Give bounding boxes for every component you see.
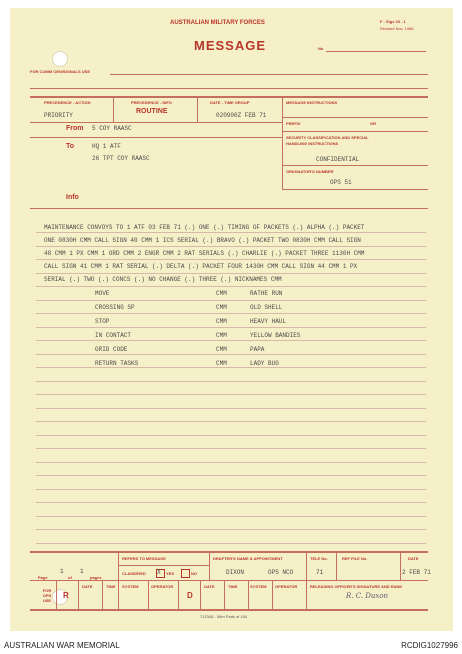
divider: [102, 580, 103, 609]
body-line: SERIAL (.) TWO (.) CONCS (.) NO CHANGE (.) THREE (.) NICKNAMES CMM: [44, 276, 282, 283]
nickname-term: RETURN TASKS: [95, 360, 139, 367]
form-code: F - Sigs 33 - 1: [380, 19, 406, 24]
dtg-label: DATE - TIME GROUP: [210, 100, 250, 105]
divider: [30, 580, 428, 581]
for-ops-use-label: FOR OPS USE: [42, 588, 52, 603]
security-value: CONFIDENTIAL: [316, 156, 360, 163]
ref-file-label: REF FILE No.: [342, 556, 368, 561]
divider: [306, 580, 307, 609]
nickname-sep: CMM: [216, 360, 227, 367]
ruled-line: [36, 529, 426, 530]
divider: [30, 96, 428, 98]
nickname-sep: CMM: [216, 318, 227, 325]
col-date-2: DATE: [204, 584, 215, 589]
divider: [78, 580, 79, 609]
ruled-line: [36, 246, 426, 247]
gr-label: GR: [370, 121, 376, 126]
drafter-label: DRAFTER'S NAME & APPOINTMENT: [213, 556, 283, 561]
divider: [224, 580, 225, 609]
divider: [113, 96, 114, 122]
footer-id: RCDIG1027996: [401, 641, 458, 650]
nickname-term: CROSSING SP: [95, 304, 135, 311]
ruled-line: [36, 313, 426, 314]
to-label: To: [66, 143, 75, 150]
divider: [30, 122, 282, 123]
info-label: Info: [66, 194, 79, 201]
page-label: Page: [38, 575, 48, 580]
page-value: 1: [60, 568, 64, 575]
nickname-term: STOP: [95, 318, 110, 325]
nickname-name: PAPA: [250, 346, 265, 353]
precedence-info-value: ROUTINE: [136, 108, 168, 115]
releasing-label: RELEASING OFFICER'S SIGNATURE AND RANK: [310, 584, 403, 589]
nickname-term: IN CONTACT: [95, 332, 132, 339]
precedence-action-value: PRIORITY: [44, 112, 73, 119]
drafter-name: DIXON: [226, 569, 245, 576]
col-operator: OPERATOR: [151, 584, 174, 589]
nickname-sep: CMM: [216, 290, 227, 297]
divider: [30, 137, 282, 138]
body-line: 48 CMM 1 PX CMM 1 ORD CMM 2 ENGR CMM 2 RAT SERIALS (.) CHARLIE (.) PACKET THREE 1130H CMM: [44, 250, 365, 257]
tele-label: TELE No.: [310, 556, 328, 561]
divider: [118, 551, 119, 609]
ruled-line: [36, 421, 426, 422]
divider: [282, 131, 428, 132]
to-line-2: 26 TPT COY RAASC: [92, 155, 150, 162]
col-time: TIME: [106, 584, 116, 589]
divider: [248, 580, 249, 609]
divider: [282, 165, 428, 166]
drafter-appt: OPS NCO: [268, 569, 294, 576]
ruled-line: [36, 273, 426, 274]
tele-value: 71: [316, 569, 324, 576]
message-instructions-label: MESSAGE INSTRUCTIONS: [286, 100, 338, 105]
nickname-name: YELLOW BANDIES: [250, 332, 301, 339]
divider: [148, 580, 149, 609]
ruled-line: [36, 502, 426, 503]
print-code: 712345 - 08m Pads of 100: [200, 614, 248, 619]
divider: [209, 551, 210, 580]
originator-value: OPS 51: [330, 179, 352, 186]
divider: [306, 551, 307, 580]
classified-no-checkbox[interactable]: [181, 569, 190, 578]
to-line-1: HQ 1 ATF: [92, 143, 121, 150]
divider: [200, 580, 201, 609]
divider: [178, 580, 179, 609]
refers-label: REFERS TO MESSAGE: [122, 556, 166, 561]
comm-cen-label: FOR COMM CEN/SIGNALS USE: [30, 69, 91, 74]
nickname-sep: CMM: [216, 304, 227, 311]
footer-source: AUSTRALIAN WAR MEMORIAL: [4, 641, 120, 650]
ruled-line: [36, 340, 426, 341]
ruled-line: [36, 394, 426, 395]
security-label-2: HANDLING INSTRUCTIONS: [286, 141, 339, 146]
precedence-action-label: PRECEDENCE - ACTION: [44, 100, 91, 105]
from-value: 5 COY RAASC: [92, 125, 132, 132]
nickname-sep: CMM: [216, 346, 227, 353]
col-system: SYSTEM: [122, 584, 139, 589]
ruled-line: [36, 435, 426, 436]
divider: [272, 580, 273, 609]
classified-yes-mark: X: [157, 569, 161, 576]
from-label: From: [66, 125, 84, 132]
col-operator-2: OPERATOR: [275, 584, 298, 589]
no-label: No: [318, 46, 324, 51]
precedence-info-label: PRECEDENCE - INFO: [131, 100, 172, 105]
ruled-line: [36, 448, 426, 449]
releasing-signature: R. C. Duxon: [346, 592, 389, 600]
ruled-line: [36, 408, 426, 409]
ruled-line: [36, 475, 426, 476]
ruled-line: [36, 259, 426, 260]
ruled-line: [36, 286, 426, 287]
divider: [30, 551, 428, 553]
yes-label: YES: [166, 571, 175, 576]
of-label: of: [68, 575, 72, 580]
comm-cen-line: [30, 88, 428, 89]
divider: [282, 96, 283, 190]
date-label: DATE: [408, 556, 419, 561]
pages-label: pages: [90, 575, 102, 580]
ruled-line: [36, 543, 426, 544]
col-system-2: SYSTEM: [250, 584, 267, 589]
nickname-name: OLD SHELL: [250, 304, 283, 311]
col-date: DATE: [82, 584, 93, 589]
of-value: 1: [80, 568, 84, 575]
col-time-2: TIME: [228, 584, 238, 589]
nickname-name: HEAVY HAUL: [250, 318, 287, 325]
prefix-label: PREFIX: [286, 121, 301, 126]
ruled-line: [36, 300, 426, 301]
ruled-line: [36, 462, 426, 463]
classified-label: CLASSIFIED: [122, 571, 146, 576]
security-label-1: SECURITY CLASSIFICATION AND SPECIAL: [286, 135, 369, 140]
ruled-line: [36, 367, 426, 368]
ruled-line: [36, 489, 426, 490]
ruled-line: [36, 232, 426, 233]
r-label: R: [63, 591, 69, 600]
date-value: 2 FEB 71: [402, 569, 431, 576]
nickname-name: LADY BUG: [250, 360, 279, 367]
divider: [30, 609, 428, 611]
nickname-sep: CMM: [216, 332, 227, 339]
divider: [197, 96, 198, 122]
divider: [119, 565, 209, 566]
d-label: D: [187, 591, 193, 600]
body-line: CALL SIGN 41 CMM 1 RAT SERIAL (.) DELTA (.) PACKET FOUR 1430H CMM CALL SIGN 44 CMM 1 PX: [44, 263, 358, 270]
form-title: MESSAGE: [194, 38, 267, 53]
org-name: AUSTRALIAN MILITARY FORCES: [170, 20, 265, 26]
revised-date: Revised Nov, 1968: [380, 26, 414, 31]
nickname-term: MOVE: [95, 290, 110, 297]
divider: [282, 189, 428, 190]
dtg-value: 020900Z FEB 71: [216, 112, 267, 119]
body-line: MAINTENANCE CONVOYS TO 1 ATF 03 FEB 71 (.) ONE (.) TIMING OF PACKETS (.) ALPHA (.) PACKET: [44, 224, 365, 231]
divider: [400, 551, 401, 580]
ruled-line: [36, 516, 426, 517]
ruled-line: [36, 381, 426, 382]
ruled-line: [36, 354, 426, 355]
no-label: NO: [191, 571, 197, 576]
no-line: [326, 51, 426, 52]
nickname-name: RATHE RUN: [250, 290, 283, 297]
divider: [336, 551, 337, 580]
nickname-term: GRID CODE: [95, 346, 128, 353]
body-line: ONE 0830H CMM CALL SIGN 40 CMM 1 ICS SERIAL (.) BRAVO (.) PACKET TWO 0830H CMM CALL SIGN: [44, 237, 361, 244]
originator-label: ORIGINATOR'S NUMBER: [286, 169, 334, 174]
comm-cen-line: [110, 74, 428, 75]
divider: [30, 208, 428, 209]
divider: [282, 117, 428, 118]
ruled-line: [36, 327, 426, 328]
divider: [56, 580, 57, 609]
punch-hole: [52, 51, 68, 67]
